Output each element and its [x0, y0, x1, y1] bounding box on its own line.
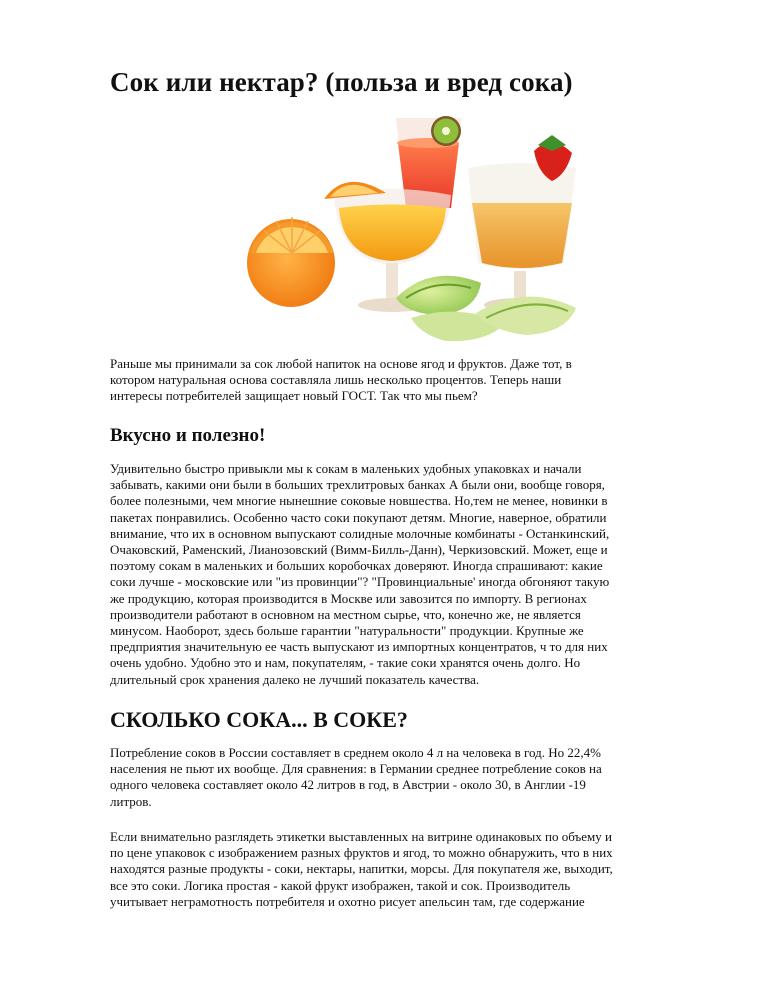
- juice-glasses-image: [246, 113, 576, 343]
- section-heading-how-much-juice: СКОЛЬКО СОКА... В СОКЕ?: [110, 707, 408, 732]
- section-heading-tasty: Вкусно и полезно!: [110, 425, 266, 446]
- section-tasty-paragraph: Удивительно быстро привыкли мы к сокам в маленьких удобных упаковках и начали забывать, какими они были в больших трехлитровых банках А были они, вообще говоря, более полезными, чем многие нынешние соковые новшества. Но,тем не менее, новинки в пакетах понравились. Особенно часто соки покупают детям. Многие, наверное, обратили внимание, что их в основном выпускают солидные молочные комбинаты - Останкинский, Очаковский, Раменский, Лианозовский (Вимм-Билль-Данн), Черкизовский. Может, еще и поэтому сокам в маленьких и больших коробочках доверяют. Иногда спрашивают: какие соки лучше - московские или "из провинции"? "Провинциальные' иногда обгоняют такую же продукцию, которая производится в Москве или завозится по импорту. В регионах производители работают в основном на местном сырье, что, конечно же, не является минусом. Наоборот, здесь больше гарантии "натуральности" продукции. Крупные же предприятия значительную ее часть выпускают из импортных концентратов, ч то для них очень удобно. Удобно это и нам, покупателям, - такие соки хранятся очень долго. Но длительный срок хранения далеко не лучший показатель качества.: [110, 461, 610, 687]
- consumption-paragraph: Потребление соков в России составляет в среднем около 4 л на человека в год. Но 22,4% населения не пьют их вообще. Для сравнения: в Германии среднее потребление соков на одного человека составляет около 42 литров в год, в Австрии - около 30, в Англии -19 литров.: [110, 745, 602, 809]
- intro-paragraph: Раньше мы принимали за сок любой напиток на основе ягод и фруктов. Даже тот, в котором натуральная основа составляла лишь несколько процентов. Теперь наши интересы потребителей защищает новый ГОСТ. Так что мы пьем?: [110, 356, 572, 404]
- labels-paragraph: Если внимательно разглядеть этикетки выставленных на витрине одинаковых по объему и по цене упаковок с изображением разных фруктов и ягод, то можно обнаружить, что в них находятся разные продукты - соки, нектары, напитки, морсы. Для покупателя же, выходит, все это соки. Логика простая - какой фрукт изображен, такой и сок. Производитель учитывает неграмотность потребителя и охотно рисует апельсин там, где содержание: [110, 829, 613, 909]
- page-title: Сок или нектар? (польза и вред сока): [110, 67, 573, 97]
